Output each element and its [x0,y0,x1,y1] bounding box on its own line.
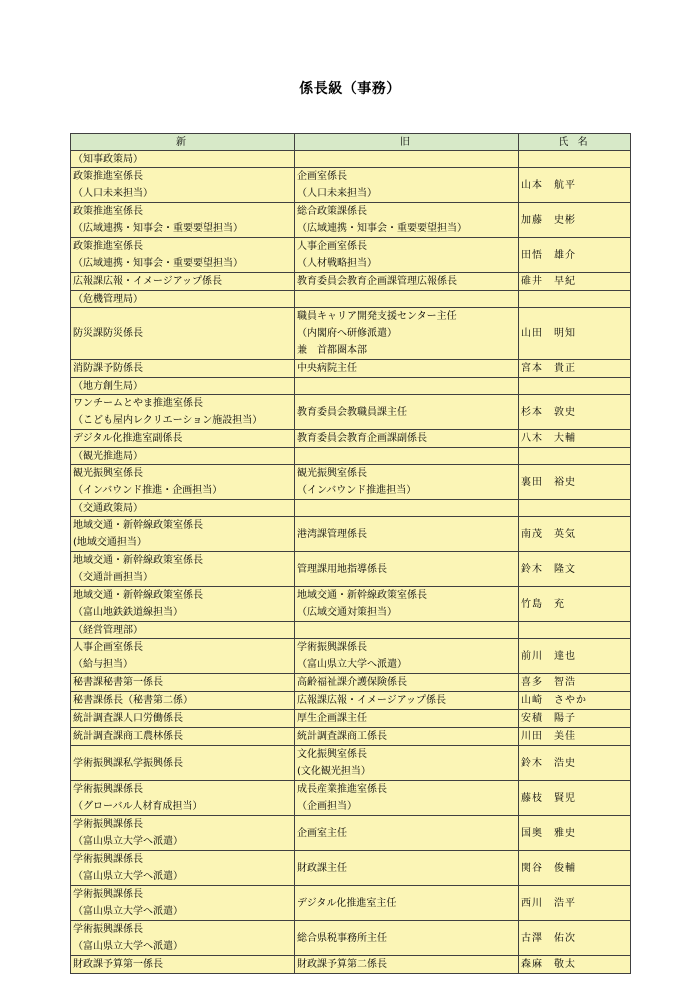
old-position-line: （広域交通対策担当） [297,607,397,618]
new-position-line: （こども屋内レクリエーション施設担当） [73,415,263,426]
person-name: 碓井 早紀 [519,273,631,291]
old-position-cell [295,816,519,851]
new-position-cell [71,587,295,622]
old-position-cell [295,710,519,728]
section-empty-cell [295,378,519,395]
old-position-line: デジタル化推進室主任 [297,897,397,909]
person-name: 山田 明知 [519,308,631,360]
section-empty-cell [295,448,519,465]
old-position-cell [295,430,519,448]
old-position-line: 成長産業推進室係長 [297,784,387,795]
section-label: （地方創生局） [71,378,295,395]
old-position-cell [295,728,519,746]
old-position-line: （人材戦略担当） [297,258,377,269]
new-position-line: （富山県立大学へ派遣） [73,871,183,882]
old-position-line: 企画室係長 [297,171,347,182]
old-position-cell [295,746,519,781]
new-position-cell [71,816,295,851]
new-position-cell [71,674,295,692]
old-position-cell [295,238,519,273]
section-row [71,151,631,168]
old-position-line: 職員キャリア開発支援センター主任 [297,311,457,322]
section-label: （観光推進局） [71,448,295,465]
new-position-line: 政策推進室係長 [73,241,143,252]
section-row [71,622,631,639]
person-name: 鈴木 隆文 [519,552,631,587]
new-position-cell [71,465,295,500]
person-name: 安積 陽子 [519,710,631,728]
old-position-line: 財政課予算第二係長 [297,959,387,970]
old-position-cell [295,921,519,956]
old-position-cell [295,692,519,710]
table-row [71,395,631,430]
new-position-cell [71,710,295,728]
table-row [71,674,631,692]
old-position-line: 観光振興室係長 [297,468,367,479]
table-row [71,465,631,500]
person-name: 山崎 さやか [519,692,631,710]
person-name: 裏田 裕史 [519,465,631,500]
table-row [71,517,631,552]
old-position-cell [295,273,519,291]
new-position-cell [71,395,295,430]
new-position-line: 統計調査課人口労働係長 [73,713,183,724]
person-name: 西川 浩平 [519,886,631,921]
table-row [71,360,631,378]
new-position-line: 秘書課係長（秘書第二係） [73,695,193,706]
section-empty-cell [519,500,631,517]
table-row [71,238,631,273]
col-header-name: 氏 名 [519,134,631,151]
new-position-line: 学術振興課係長 [73,819,143,830]
old-position-line: （内閣府へ研修派遣） [297,328,397,339]
old-position-line: （人口未来担当） [297,188,377,199]
new-position-cell [71,168,295,203]
old-position-cell [295,674,519,692]
section-label: （知事政策局） [71,151,295,168]
person-name: 国奥 雅史 [519,816,631,851]
old-position-cell [295,465,519,500]
old-position-line: （富山県立大学へ派遣） [297,659,407,670]
person-name: 森麻 敬太 [519,956,631,974]
table-row [71,851,631,886]
table-row [71,430,631,448]
new-position-line: （広域連携・知事会・重要要望担当） [73,223,243,234]
table-row [71,273,631,291]
table-row [71,886,631,921]
new-position-cell [71,851,295,886]
section-label: （危機管理局） [71,291,295,308]
person-name: 鈴木 浩史 [519,746,631,781]
new-position-cell [71,746,295,781]
table-row [71,921,631,956]
new-position-cell [71,430,295,448]
old-position-line: 高齢福祉課介護保険係長 [297,677,407,688]
person-name: 宮本 貴正 [519,360,631,378]
new-position-line: 広報課広報・イメージアップ係長 [73,276,222,287]
table-row [71,692,631,710]
new-position-cell [71,956,295,974]
old-position-line: 広報課広報・イメージアップ係長 [297,695,446,706]
person-name: 加藤 史彬 [519,203,631,238]
old-position-line: 文化振興室係長 [297,749,367,760]
old-position-line: 教育委員会教育企画課管理広報係長 [297,276,457,287]
person-name: 山本 航平 [519,168,631,203]
new-position-line: 消防課予防係長 [73,363,143,374]
personnel-table [70,133,631,974]
section-empty-cell [519,291,631,308]
new-position-cell [71,728,295,746]
old-position-line: 管理課用地指導係長 [297,563,387,575]
old-position-line: （企画担当） [297,801,357,812]
section-empty-cell [519,448,631,465]
new-position-line: 秘書課秘書第一係長 [73,677,163,688]
new-position-line: （インバウンド推進・企画担当） [73,485,223,496]
new-position-line: 地域交通・新幹線政策室係長 [73,555,203,566]
old-position-line: 中央病院主任 [297,363,357,374]
old-position-line: 統計調査課商工係長 [297,731,387,742]
table-row [71,552,631,587]
person-name: 杉本 敦史 [519,395,631,430]
new-position-line: （給与担当） [73,659,133,670]
old-position-line: 総合県税事務所主任 [297,932,387,944]
old-position-line: 学術振興課係長 [297,642,367,653]
table-row [71,746,631,781]
new-position-cell [71,238,295,273]
new-position-cell [71,360,295,378]
old-position-cell [295,956,519,974]
old-position-line: 兼 首都圏本部 [297,345,367,356]
new-position-cell [71,692,295,710]
table-row [71,203,631,238]
new-position-line: 学術振興課係長 [73,889,143,900]
section-empty-cell [295,500,519,517]
new-position-line: （富山県立大学へ派遣） [73,941,183,952]
new-position-line: （広域連携・知事会・重要要望担当） [73,258,243,269]
new-position-line: （交通計画担当） [73,572,153,583]
old-position-cell [295,639,519,674]
col-header-new: 新 [71,134,295,151]
person-name: 喜多 智浩 [519,674,631,692]
old-position-line: 厚生企画課主任 [297,713,367,724]
old-position-line: 地域交通・新幹線政策室係長 [297,590,427,601]
section-empty-cell [519,622,631,639]
person-name: 古澤 佑次 [519,921,631,956]
new-position-line: ワンチームとやま推進室係長 [73,398,203,409]
old-position-line: (文化観光担当） [297,766,371,777]
table-row [71,956,631,974]
person-name: 南茂 英気 [519,517,631,552]
new-position-line: 学術振興課係長 [73,924,143,935]
header-row [71,134,631,151]
person-name: 八木 大輔 [519,430,631,448]
section-row [71,291,631,308]
old-position-line: 財政課主任 [297,862,347,874]
new-position-line: 地域交通・新幹線政策室係長 [73,590,203,601]
new-position-cell [71,921,295,956]
table-row [71,816,631,851]
old-position-line: （インバウンド推進担当） [297,485,417,496]
new-position-cell [71,203,295,238]
table-row [71,308,631,360]
section-empty-cell [519,378,631,395]
person-name: 藤枝 賢児 [519,781,631,816]
section-label: （経営管理部） [71,622,295,639]
new-position-line: 学術振興課係長 [73,784,143,795]
old-position-cell [295,308,519,360]
new-position-line: （グローバル人材育成担当） [73,801,203,812]
table-row [71,781,631,816]
new-position-cell [71,273,295,291]
new-position-cell [71,886,295,921]
table-row [71,728,631,746]
old-position-cell [295,360,519,378]
new-position-cell [71,781,295,816]
section-row [71,500,631,517]
section-empty-cell [295,291,519,308]
old-position-cell [295,587,519,622]
person-name: 前川 達也 [519,639,631,674]
new-position-cell [71,517,295,552]
table-row [71,587,631,622]
new-position-line: （富山地鉄鉄道線担当） [73,607,183,618]
old-position-line: 総合政策課係長 [297,206,367,217]
person-name: 竹島 充 [519,587,631,622]
new-position-line: 防災課防災係長 [73,328,143,339]
new-position-line: 人事企画室係長 [73,642,143,653]
new-position-line: （人口未来担当） [73,188,153,199]
new-position-line: 観光振興室係長 [73,468,143,479]
old-position-cell [295,168,519,203]
section-label: （交通政策局） [71,500,295,517]
person-name: 川田 美佳 [519,728,631,746]
old-position-cell [295,851,519,886]
new-position-line: 統計調査課商工農林係長 [73,731,183,742]
table-body [71,151,631,974]
new-position-line: (地域交通担当） [73,537,147,548]
section-row [71,378,631,395]
old-position-cell [295,395,519,430]
old-position-cell [295,203,519,238]
old-position-line: 企画室主任 [297,827,347,839]
old-position-cell [295,552,519,587]
section-empty-cell [295,151,519,168]
table-row [71,168,631,203]
col-header-old: 旧 [295,134,519,151]
new-position-line: 学術振興課私学振興係長 [73,757,183,769]
new-position-line: 政策推進室係長 [73,171,143,182]
old-position-cell [295,781,519,816]
new-position-line: 財政課予算第一係長 [73,959,163,970]
new-position-line: （富山県立大学へ派遣） [73,836,183,847]
new-position-line: デジタル化推進室副係長 [73,433,183,444]
old-position-line: 港湾課管理係長 [297,528,367,540]
new-position-line: 地域交通・新幹線政策室係長 [73,520,203,531]
old-position-line: 教育委員会教職員課主任 [297,406,407,418]
new-position-cell [71,308,295,360]
table-row [71,639,631,674]
table-row [71,710,631,728]
new-position-line: 政策推進室係長 [73,206,143,217]
person-name: 田悟 雄介 [519,238,631,273]
new-position-cell [71,639,295,674]
old-position-line: （広域連携・知事会・重要要望担当） [297,223,467,234]
section-row [71,448,631,465]
old-position-line: 人事企画室係長 [297,241,367,252]
old-position-cell [295,517,519,552]
page-title: 係長級（事務） [299,81,401,97]
section-empty-cell [519,151,631,168]
section-empty-cell [295,622,519,639]
new-position-line: 学術振興課係長 [73,854,143,865]
new-position-cell [71,552,295,587]
person-name: 関谷 俊輔 [519,851,631,886]
old-position-line: 教育委員会教育企画課副係長 [297,433,427,444]
old-position-cell [295,886,519,921]
new-position-line: （富山県立大学へ派遣） [73,906,183,917]
